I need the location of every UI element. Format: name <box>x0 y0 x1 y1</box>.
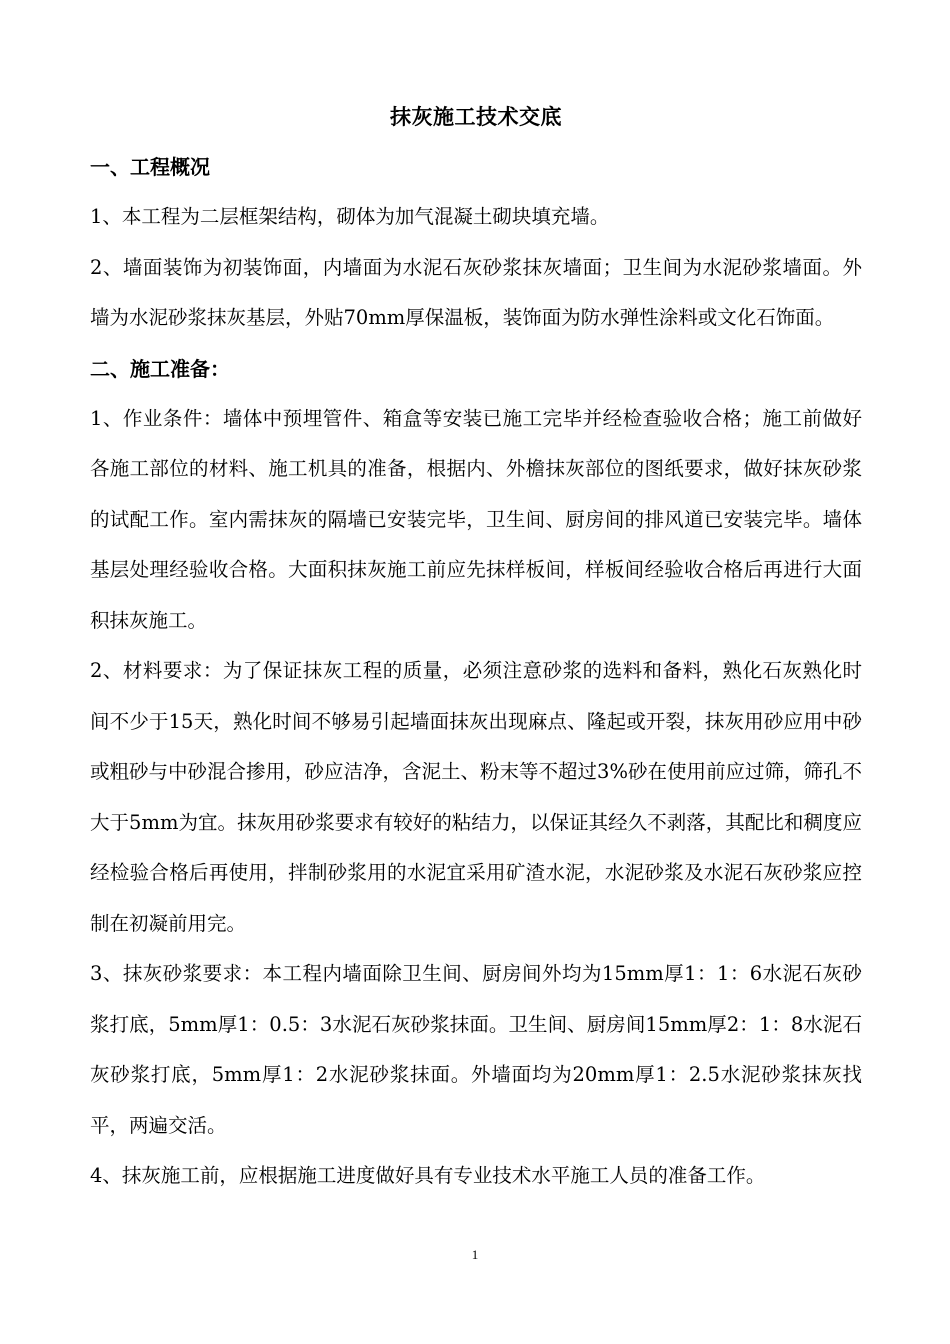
page-number: 1 <box>471 1247 479 1262</box>
document-body <box>90 92 862 1202</box>
paragraph-wall-finish: 2、墙面装饰为初装饰面，内墙面为水泥石灰砂浆抹灰墙面；卫生间为水泥砂浆墙面。外墙为水泥砂浆抹灰基层，外贴70mm厚保温板，装饰面为防水弹性涂料或文化石饰面。 <box>90 255 862 329</box>
paragraph-mortar-requirements: 3、抹灰砂浆要求：本工程内墙面除卫生间、厨房间外均为15mm厚1：1：6水泥石灰砂浆打底，5mm厚1：0.5：3水泥石灰砂浆抹面。卫生间、厨房间15mm厚2：1：8水泥石灰砂浆打底，5mm厚1：2水泥砂浆抹面。外墙面均为20mm厚1：2.5水泥砂浆抹灰找平，两遍交活。 <box>90 962 862 1137</box>
paragraph-work-conditions: 1、作业条件：墙体中预埋管件、箱盒等安装已施工完毕并经检查验收合格；施工前做好各施工部位的材料、施工机具的准备，根据内、外檐抹灰部位的图纸要求，做好抹灰砂浆的试配工作。室内需抹灰的隔墙已安装完毕，卫生间、厨房间的排风道已安装完毕。墙体基层处理经验收合格。大面积抹灰施工前应先抹样板间，样板间经验收合格后再进行大面积抹灰施工。 <box>90 406 862 632</box>
paragraph-material-requirements: 2、材料要求：为了保证抹灰工程的质量，必须注意砂浆的选料和备料，熟化石灰熟化时间不少于15天，熟化时间不够易引起墙面抹灰出现麻点、隆起或开裂，抹灰用砂应用中砂或粗砂与中砂混合掺用，砂应洁净，含泥土、粉末等不超过3%砂在使用前应过筛，筛孔不大于5mm为宜。抹灰用砂浆要求有较好的粘结力，以保证其经久不剥落，其配比和稠度应 经检验合格后再使用，拌制砂浆用的水泥宜采用矿渣水泥，水泥砂浆及水泥石灰砂浆应控制在初凝前用完。 <box>90 659 862 935</box>
paragraph-personnel-preparation: 4、抹灰施工前，应根据施工进度做好具有专业技术水平施工人员的准备工作。 <box>90 1164 766 1187</box>
section-heading-project-overview: 一、工程概况 <box>90 155 210 179</box>
paragraph-structure: 1、本工程为二层框架结构，砌体为加气混凝土砌块填充墙。 <box>90 205 610 228</box>
section-heading-construction-preparation: 二、施工准备： <box>90 356 230 381</box>
document-title: 抹灰施工技术交底 <box>390 105 562 129</box>
